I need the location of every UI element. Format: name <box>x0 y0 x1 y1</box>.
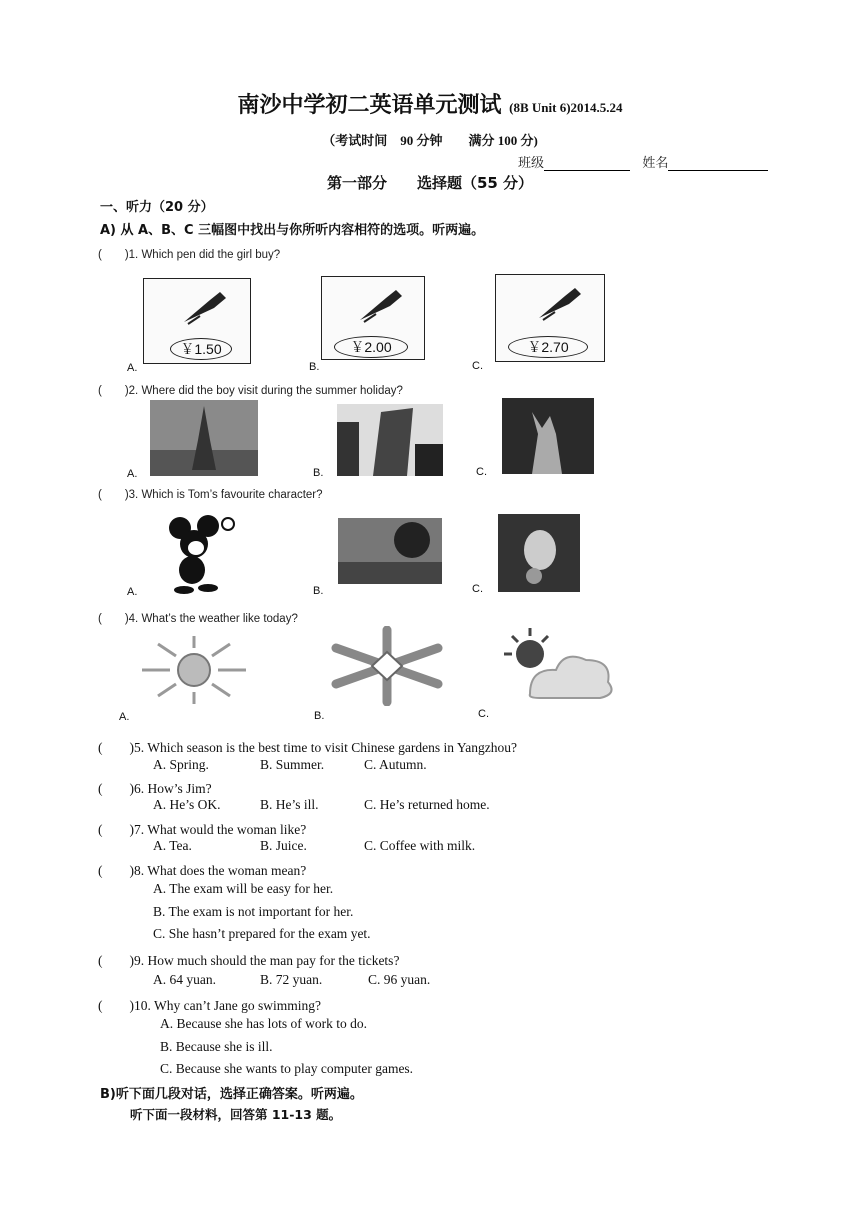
question-9: ( )9. How much should the man pay for the tickets? <box>98 953 400 968</box>
tower-photo-icon <box>150 400 258 476</box>
option-c: C. He’s returned home. <box>364 797 490 812</box>
pen-icon <box>535 284 585 324</box>
class-field[interactable] <box>544 156 630 171</box>
part-a-instruction: A) 从 A、B、C 三幅图中找出与你所听内容相符的选项。听两遍。 <box>100 223 485 238</box>
question-4: ( )4. What’s the weather like today? <box>98 613 298 625</box>
option-c: C. <box>478 708 489 720</box>
question-10: ( )10. Why can’t Jane go swimming? <box>98 998 321 1013</box>
option-b: B. He’s ill. <box>260 797 319 812</box>
option-b: B. Because she is ill. <box>160 1039 273 1054</box>
option-a: A. 64 yuan. <box>153 972 216 987</box>
question-1: ( )1. Which pen did the girl buy? <box>98 249 281 261</box>
option-a: A. Tea. <box>153 838 192 853</box>
option-b: B. Summer. <box>260 757 325 772</box>
question-2: ( )2. Where did the boy visit during the summer holiday? <box>98 385 403 397</box>
sun-icon <box>134 634 252 706</box>
page-title: 南沙中学初二英语单元测试 (8B Unit 6)2014.5.24 <box>237 93 623 118</box>
option-b: B. 72 yuan. <box>260 972 323 987</box>
pen-icon <box>180 288 230 328</box>
option-c: C. She hasn’t prepared for the exam yet. <box>153 926 371 941</box>
pen-icon <box>356 286 406 326</box>
option-c: C. 96 yuan. <box>368 972 431 987</box>
question-5: ( )5. Which season is the best time to visit Chinese gardens in Yangzhou? <box>98 740 517 755</box>
section-heading: 一、听力（20 分） <box>100 200 214 215</box>
snow-white-photo-icon <box>498 514 580 592</box>
price-tag-a: ￥1.50 <box>170 338 232 360</box>
price-tag-b: ￥2.00 <box>334 336 408 358</box>
sunny-cloudy-icon <box>500 624 616 704</box>
option-a: A. <box>119 711 130 723</box>
price-tag-c: ￥2.70 <box>508 336 588 358</box>
mickey-mouse-icon <box>162 514 238 594</box>
option-c: C. Coffee with milk. <box>364 838 476 853</box>
option-a: A. <box>127 468 138 480</box>
option-a: A. The exam will be easy for her. <box>153 881 334 896</box>
part-b-sub-instruction: 听下面一段材料，回答第 11-13 题。 <box>130 1107 342 1122</box>
name-field[interactable] <box>668 156 768 171</box>
option-b: B. <box>313 585 324 597</box>
statue-of-liberty-photo-icon <box>502 398 594 474</box>
option-c: C. <box>476 466 487 478</box>
question-3: ( )3. Which is Tom’s favourite character? <box>98 489 323 501</box>
leaning-tower-photo-icon <box>337 404 443 476</box>
question-7: ( )7. What would the woman like? <box>98 822 307 837</box>
option-c: C. <box>472 583 483 595</box>
option-b: B. The exam is not important for her. <box>153 904 354 919</box>
option-c: C. Autumn. <box>364 757 427 772</box>
question-6: ( )6. How’s Jim? <box>98 781 212 796</box>
title-suffix: (8B Unit 6)2014.5.24 <box>509 100 623 115</box>
question-8: ( )8. What does the woman mean? <box>98 863 307 878</box>
option-c: C. Because she wants to play computer games. <box>160 1061 414 1076</box>
snowflake-icon <box>326 626 448 706</box>
lion-king-photo-icon <box>338 518 442 584</box>
name-label: 姓名 <box>642 156 669 171</box>
option-b: B. <box>313 467 324 479</box>
option-b: B. Juice. <box>260 838 307 853</box>
option-a: A. <box>127 362 138 374</box>
part-b-instruction: B)听下面几段对话，选择正确答案。听两遍。 <box>100 1087 363 1102</box>
part-heading: 第一部分 选择题（55 分） <box>326 174 534 192</box>
option-a: A. Spring. <box>153 757 209 772</box>
option-b: B. <box>314 710 325 722</box>
option-a: A. <box>127 586 138 598</box>
option-c: C. <box>472 360 483 372</box>
student-info-line <box>518 152 768 171</box>
exam-info: （考试时间 90 分钟 满分 100 分) <box>322 133 538 148</box>
option-b: B. <box>309 361 320 373</box>
class-label: 班级 <box>518 156 545 171</box>
option-a: A. He’s OK. <box>153 797 221 812</box>
option-a: A. Because she has lots of work to do. <box>160 1016 367 1031</box>
